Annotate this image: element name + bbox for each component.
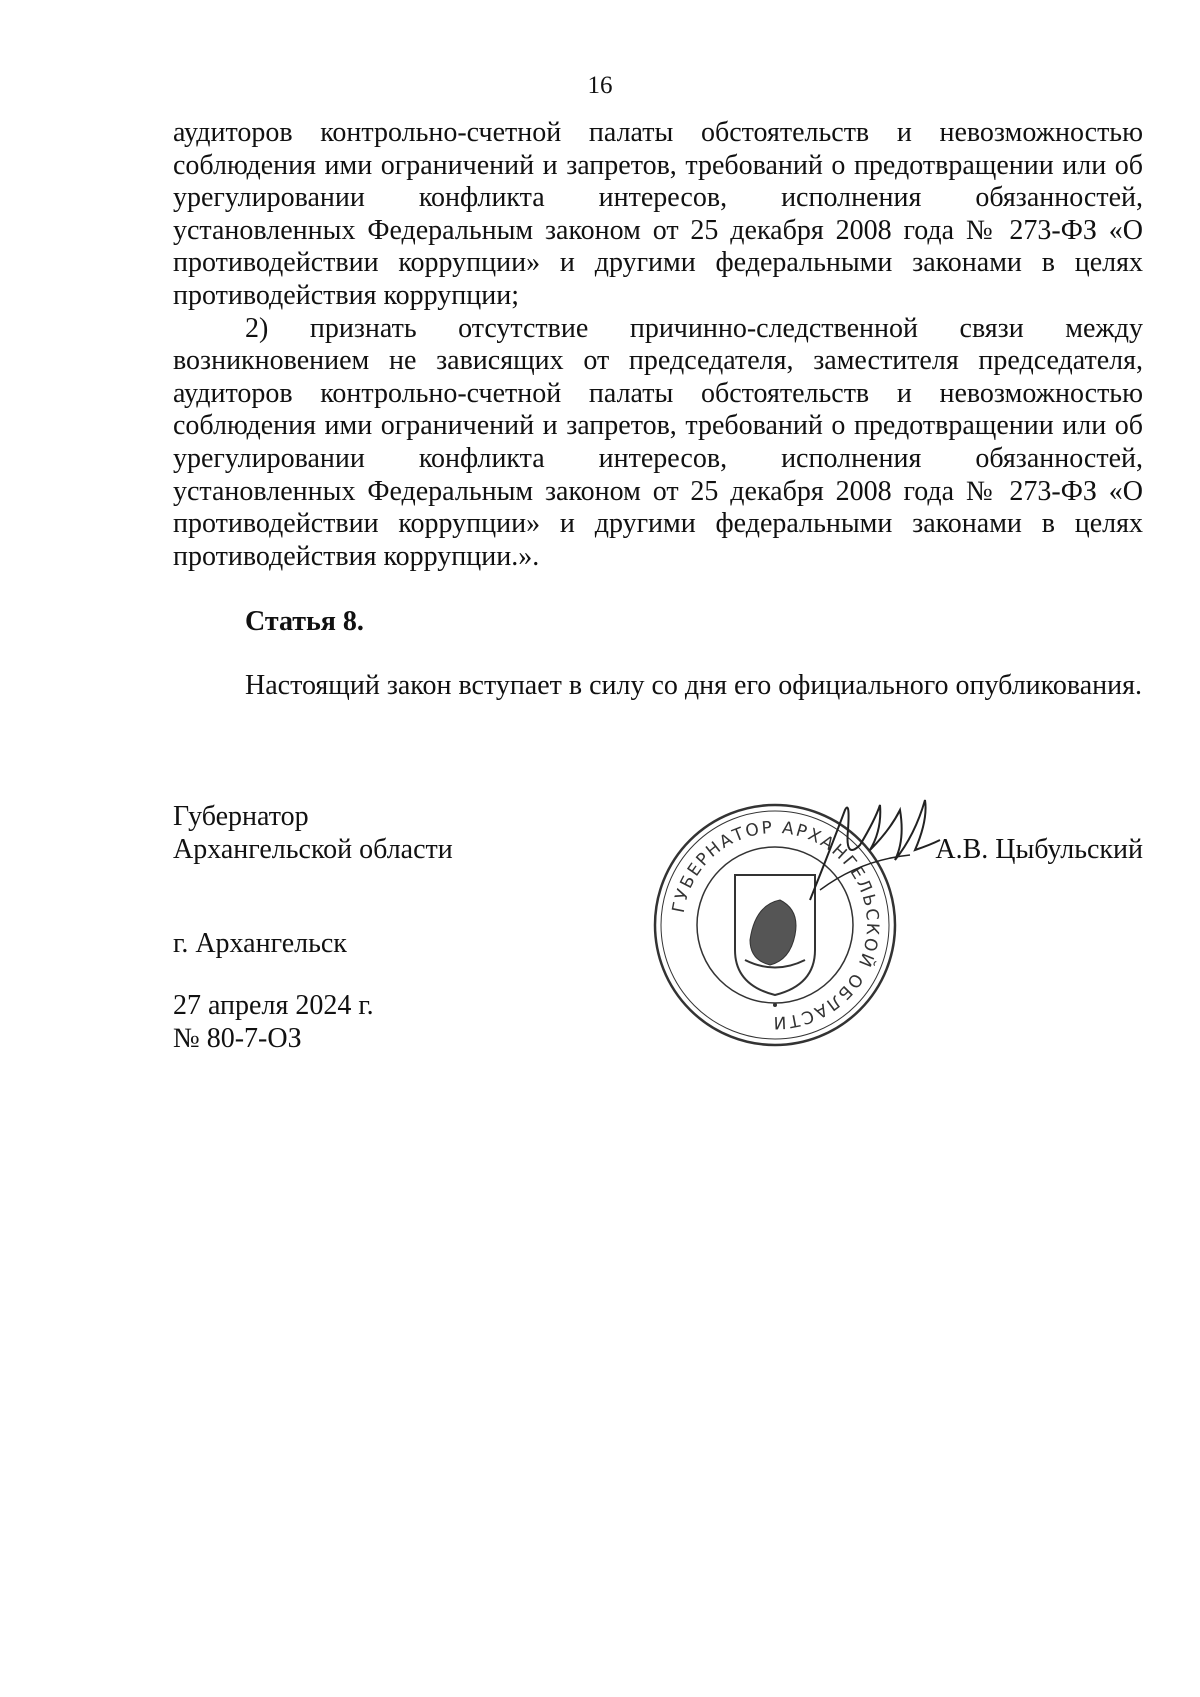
paragraph-item-2: 2) признать отсутствие причинно-следственной связи между возникновением не зависящих от председателя, заместителя председателя, аудиторов контрольно-счетной палаты обстоятельств и невозможностью соблюдения ими ограничений и запретов, требований о предотвращении или об урегулировании конфликта интересов, исполнения обязанностей, установленных Федеральным законом от 25 декабря 2008 года № 273-ФЗ «О противодействии коррупции» и другими федеральными законами в целях противодействия коррупции.». (173, 312, 1143, 572)
governor-title (173, 801, 453, 866)
article-heading: Статья 8. (245, 606, 364, 637)
seal-text: ГУБЕРНАТОР АРХАНГЕЛЬСКОЙ ОБЛАСТИ (668, 817, 883, 1033)
page-number: 16 (587, 72, 613, 99)
governor-title-line1: Губернатор (173, 801, 309, 832)
body-text (173, 117, 1143, 573)
article-text: Настоящий закон вступает в силу со дня его официального опубликования. (245, 670, 1142, 701)
date-block (173, 990, 374, 1055)
handwritten-signature (800, 790, 950, 920)
governor-title-line2: Архангельской области (173, 833, 453, 865)
law-number: № 80-7-ОЗ (173, 1022, 302, 1054)
governor-name: А.В. Цыбульский (935, 834, 1143, 865)
city: г. Архангельск (173, 928, 347, 959)
law-date: 27 апреля 2024 г. (173, 990, 374, 1021)
paragraph-continuation: аудиторов контрольно-счетной палаты обстоятельств и невозможностью соблюдения ими ограничений и запретов, требований о предотвращении или об урегулировании конфликта интересов, исполнения обязанностей, установленных Федеральным законом от 25 декабря 2008 года № 273-ФЗ «О противодействии коррупции» и другими федеральными законами в целях противодействия коррупции; (173, 117, 1143, 311)
